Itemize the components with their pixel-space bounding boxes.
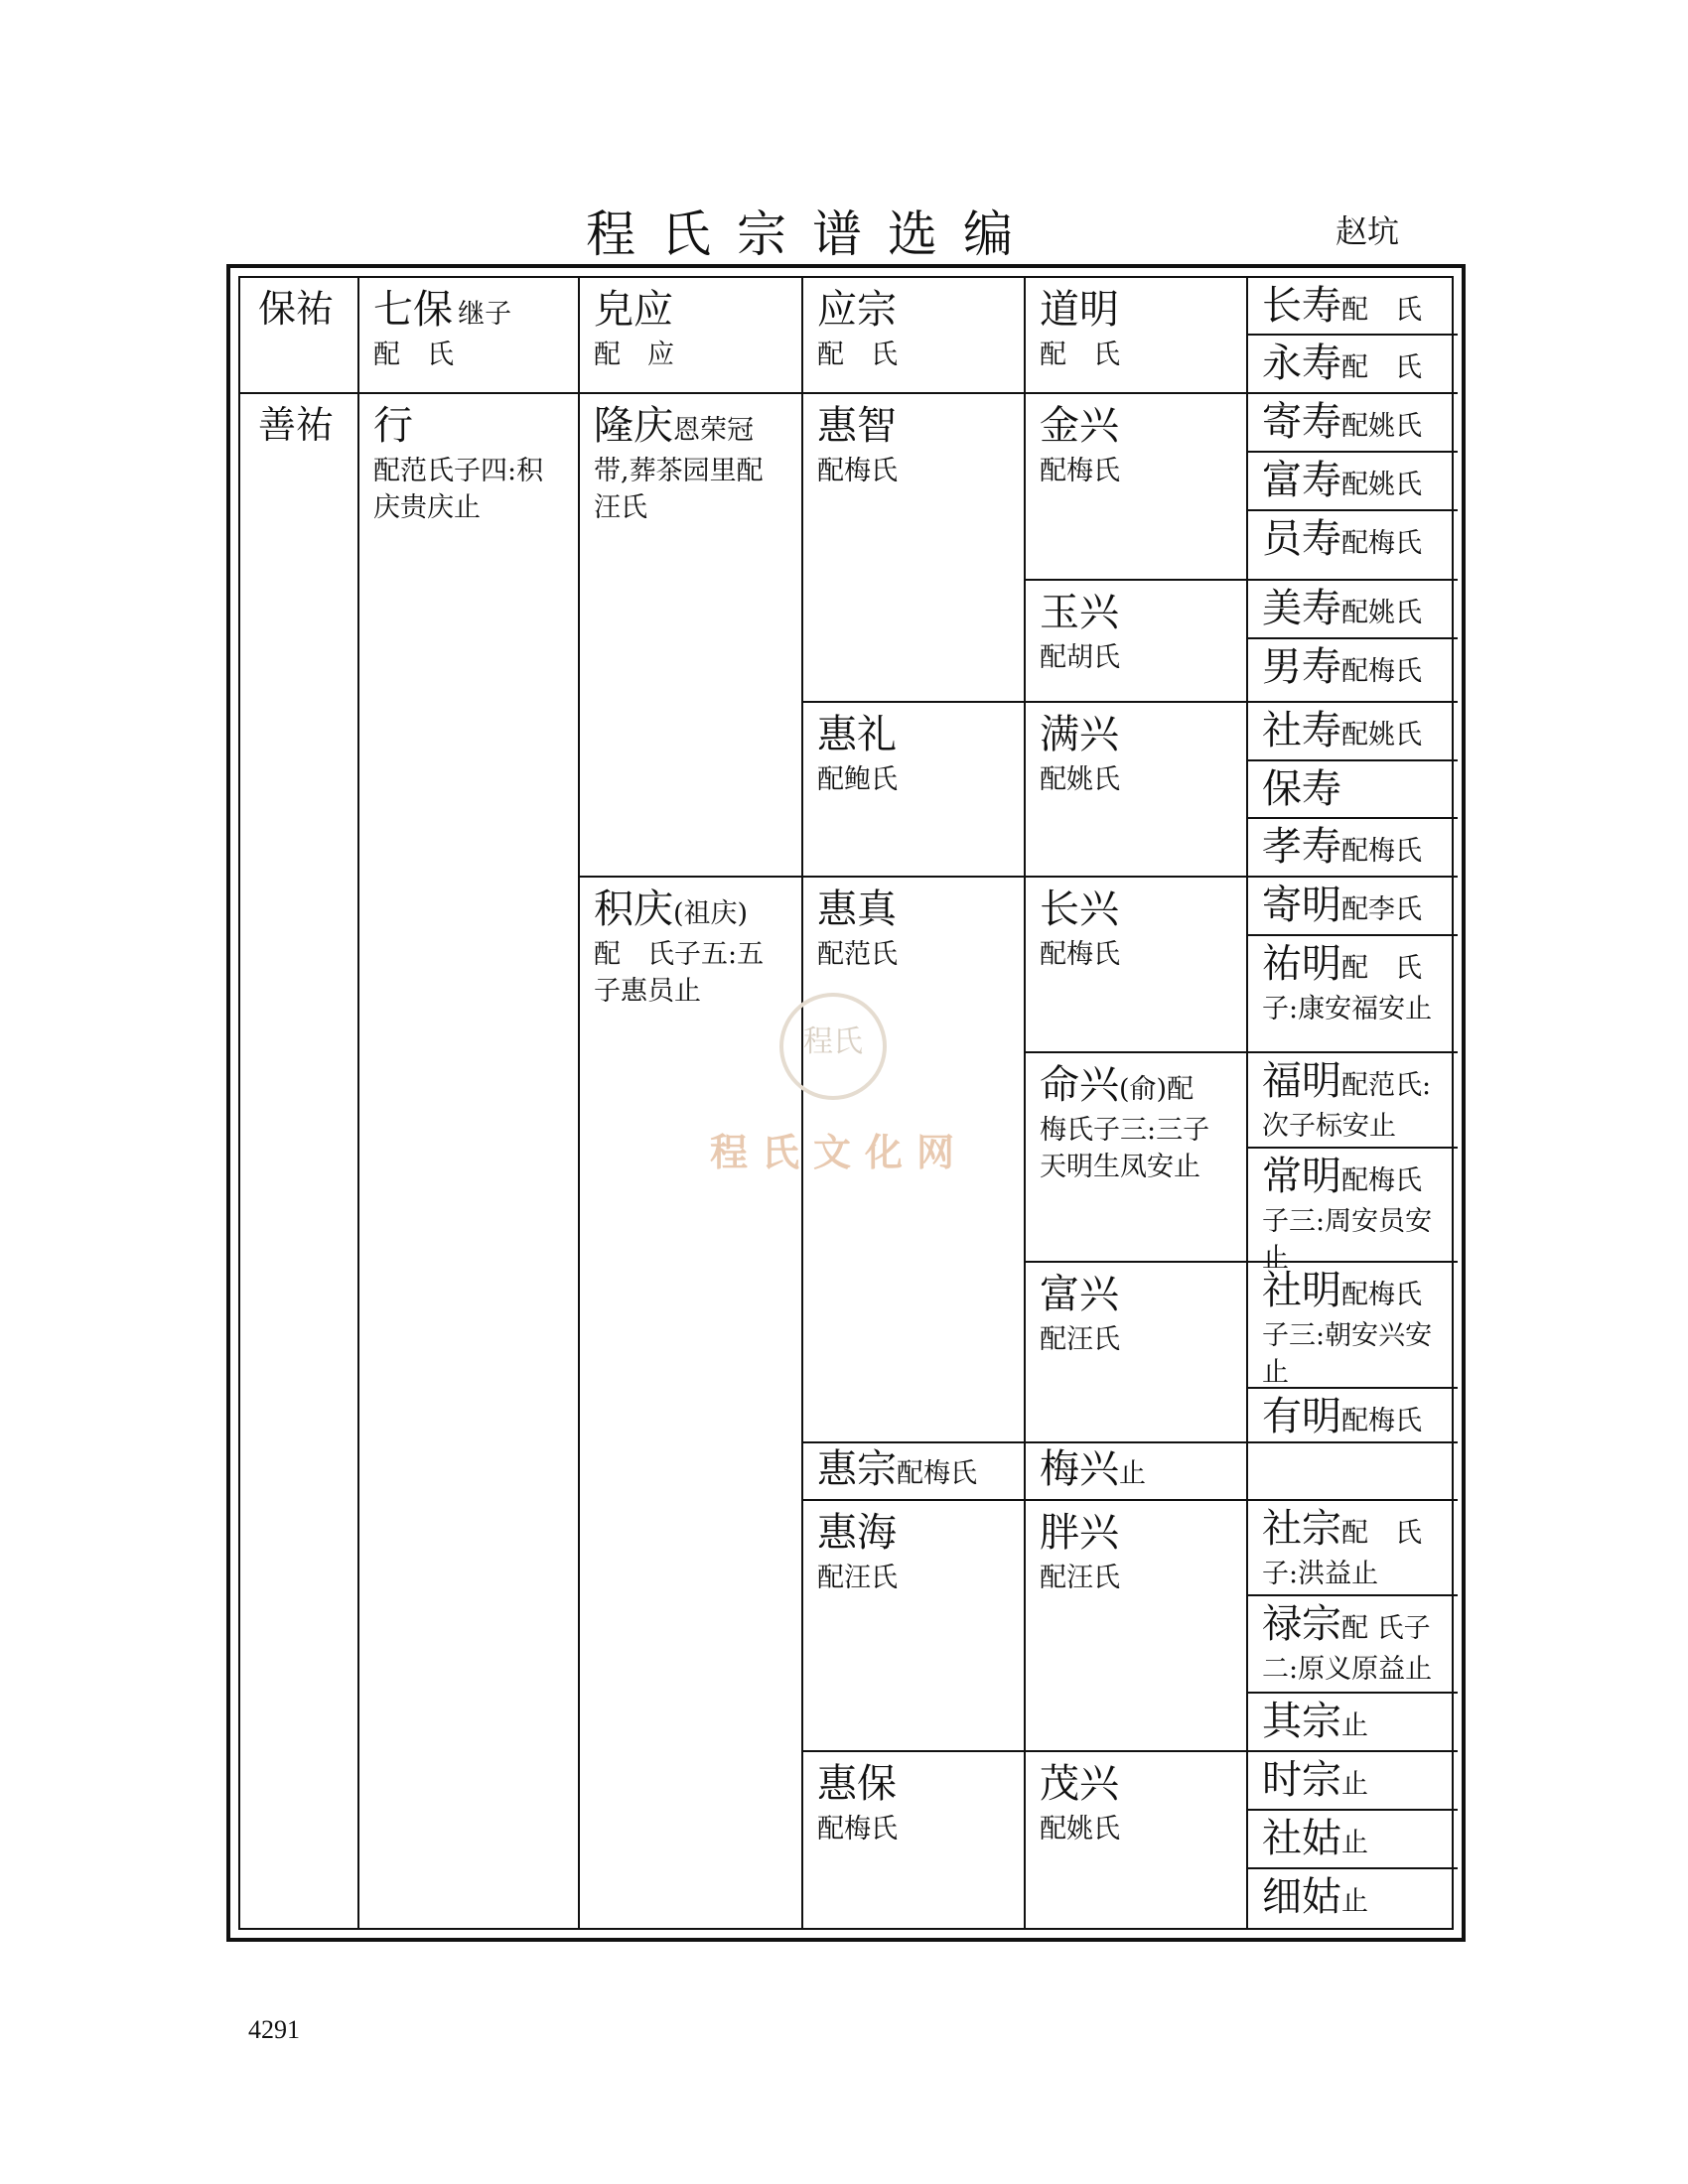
person-name: 惠智 (817, 403, 897, 449)
person-xiaoshou (1248, 819, 1458, 870)
person-name: 茂兴 (1040, 1761, 1119, 1807)
person-suffix: 配梅氏 (1341, 1280, 1422, 1310)
person-suffix: 配 氏 (1341, 953, 1422, 984)
person-jinxing (1026, 394, 1246, 489)
person-name: 社明 (1262, 1268, 1341, 1313)
person-note: 子:洪益止 (1262, 1558, 1379, 1589)
person-name: 常明 (1262, 1154, 1341, 1199)
person-suffix: 止 (1341, 1828, 1368, 1858)
person-changshou (1248, 278, 1458, 329)
person-note: 配汪氏 (817, 1562, 898, 1593)
person-name: 惠礼 (817, 712, 897, 757)
person-note: 配胡氏 (1040, 641, 1120, 673)
person-note: 配汪氏 (1040, 1323, 1120, 1355)
person-suffix: 止 (1341, 1769, 1368, 1800)
person-name: 美寿 (1262, 586, 1341, 631)
person-note: 配 应 (594, 339, 674, 370)
person-name: 富兴 (1040, 1272, 1119, 1317)
person-note: 带,葬茶园里配汪氏 (594, 455, 764, 524)
gen1-shanyou: 善祐 (258, 403, 335, 447)
person-name: 梅兴 (1040, 1446, 1119, 1492)
person-name: 男寿 (1262, 644, 1341, 690)
person-note: 子:康安福安止 (1262, 993, 1433, 1024)
person-suffix: 配梅氏 (1341, 1406, 1422, 1436)
person-name: 寄明 (1262, 883, 1341, 928)
person-xing (359, 394, 578, 526)
person-suffix: 配姚氏 (1341, 720, 1422, 751)
person-name: 福明 (1262, 1058, 1341, 1104)
person-name: 七保 (373, 287, 453, 333)
person-note: 配 氏 (817, 339, 898, 370)
person-fushou (1248, 453, 1458, 503)
person-huihai (803, 1501, 1024, 1596)
person-note: 配范氏 (817, 938, 898, 970)
person-name: 其宗 (1262, 1699, 1341, 1744)
person-yuanshou (1248, 511, 1458, 562)
genealogy-table-inner (238, 276, 1454, 1930)
gen1-baoyou: 保祐 (258, 287, 335, 331)
person-yingzong (803, 278, 1024, 373)
person-changxing (1026, 878, 1246, 973)
person-suffix: 继子 (458, 299, 512, 330)
person-qizong (1248, 1694, 1458, 1744)
person-suffix: 配梅氏 (897, 1458, 977, 1489)
person-fuxing (1026, 1263, 1246, 1358)
person-name: 惠真 (817, 887, 897, 932)
person-huizhi (803, 394, 1024, 489)
place-name: 赵坑 (1336, 212, 1400, 250)
person-suffix: 配梅氏 (1341, 1165, 1422, 1196)
page-title: 程氏宗谱选编 (586, 205, 1039, 263)
person-note: 配姚氏 (1040, 763, 1120, 795)
person-note: 梅氏子三:三子天明生凤安止 (1040, 1114, 1210, 1183)
person-manxing (1026, 703, 1246, 798)
person-changming (1248, 1149, 1458, 1277)
person-name: 有明 (1262, 1394, 1341, 1439)
person-xigu (1248, 1869, 1458, 1920)
person-name: 命兴 (1040, 1062, 1119, 1108)
person-suffix: 配姚氏 (1341, 598, 1422, 628)
person-name: 积庆 (594, 887, 673, 932)
person-huibao (803, 1752, 1024, 1847)
person-mingxing (1026, 1053, 1246, 1185)
person-maoying (580, 278, 801, 373)
person-huili (803, 703, 1024, 798)
person-name: 隆庆 (594, 403, 673, 449)
person-shegu (1248, 1811, 1458, 1861)
person-name: 富寿 (1262, 458, 1341, 503)
person-name: 禄宗 (1262, 1601, 1341, 1647)
person-suffix: 止 (1341, 1710, 1368, 1741)
person-pangxing (1026, 1501, 1246, 1596)
person-name: 惠海 (817, 1510, 897, 1556)
person-shezong (1248, 1501, 1458, 1592)
person-name: 细姑 (1262, 1874, 1341, 1920)
person-daoming (1026, 278, 1246, 373)
person-jiqing (580, 878, 801, 1010)
person-jishou (1248, 394, 1458, 445)
person-huizhen (803, 878, 1024, 973)
person-name: 社寿 (1262, 708, 1341, 753)
person-shizong (1248, 1752, 1458, 1803)
person-note: 配姚氏 (1040, 1813, 1120, 1844)
person-name: 满兴 (1040, 712, 1119, 757)
page-number: 4291 (248, 2015, 300, 2044)
person-suffix: 配姚氏 (1341, 470, 1422, 500)
person-name: 长寿 (1262, 283, 1341, 329)
person-suffix: 配姚氏 (1341, 411, 1422, 442)
person-name: 胖兴 (1040, 1510, 1119, 1556)
person-note: 配 氏 (1040, 339, 1120, 370)
person-name: 寄寿 (1262, 399, 1341, 445)
person-name: 祐明 (1262, 941, 1341, 987)
person-name: 社姑 (1262, 1816, 1341, 1861)
person-name: 惠保 (817, 1761, 897, 1807)
person-name: 长兴 (1040, 887, 1119, 932)
person-name: 道明 (1040, 287, 1119, 333)
person-name: 皃应 (594, 287, 673, 333)
col-divider-3 (801, 278, 803, 1928)
person-name: 保寿 (1262, 766, 1341, 812)
person-fuming (1248, 1053, 1458, 1145)
person-maoxing (1026, 1752, 1246, 1847)
person-suffix: 恩荣冠 (673, 415, 754, 446)
person-qibao (359, 278, 578, 373)
person-jiming (1248, 878, 1458, 928)
person-suffix: 配梅氏 (1341, 656, 1422, 687)
person-name: 行 (373, 403, 413, 449)
person-baoshou (1248, 761, 1458, 812)
person-note: 配梅氏 (1040, 938, 1120, 970)
person-name: 应宗 (817, 287, 897, 333)
person-note: 配 氏 (373, 339, 454, 370)
person-suffix: (俞)配 (1119, 1074, 1195, 1105)
person-note: 配梅氏 (817, 455, 898, 486)
person-note: 配梅氏 (1040, 455, 1120, 486)
person-name: 员寿 (1262, 516, 1341, 562)
person-meishou (1248, 581, 1458, 631)
person-note: 配鲍氏 (817, 763, 898, 795)
person-meixing (1026, 1443, 1246, 1492)
person-note: 子三:朝安兴安止 (1262, 1319, 1433, 1389)
person-name: 永寿 (1262, 341, 1341, 386)
person-suffix: 配 氏 (1341, 1518, 1422, 1549)
person-suffix: 止 (1341, 1886, 1368, 1917)
genealogy-table (226, 264, 1466, 1942)
person-yongshou (1248, 336, 1458, 386)
person-sheming (1248, 1263, 1458, 1391)
person-suffix: (祖庆) (673, 898, 749, 929)
person-suffix: 配 氏 (1341, 352, 1422, 383)
person-suffix: 配 氏子 (1341, 1613, 1431, 1644)
person-note: 子三:周安员安止 (1262, 1205, 1433, 1275)
person-suffix: 配梅氏 (1341, 528, 1422, 559)
person-suffix: 配梅氏 (1341, 836, 1422, 867)
person-note: 配范氏子四:积庆贵庆止 (373, 455, 544, 524)
person-youming2 (1248, 1389, 1458, 1439)
watermark-seal: 程氏 (779, 993, 887, 1100)
person-suffix: 配范氏: (1341, 1070, 1432, 1101)
person-longqing (580, 394, 801, 526)
person-yuxing (1026, 581, 1246, 676)
person-name: 玉兴 (1040, 590, 1119, 635)
person-note: 次子标安止 (1262, 1110, 1396, 1142)
person-sheshou (1248, 703, 1458, 753)
person-youming (1248, 936, 1458, 1027)
person-suffix: 配 氏 (1341, 295, 1422, 326)
person-note: 配 氏子五:五子惠员止 (594, 938, 765, 1008)
person-name: 孝寿 (1262, 824, 1341, 870)
person-name: 社宗 (1262, 1506, 1341, 1552)
person-suffix: 止 (1119, 1458, 1146, 1489)
person-note: 配梅氏 (817, 1813, 898, 1844)
person-note: 二:原义原益止 (1262, 1653, 1433, 1685)
person-note: 配汪氏 (1040, 1562, 1120, 1593)
person-name: 金兴 (1040, 403, 1119, 449)
person-name: 惠宗 (817, 1446, 897, 1492)
person-nanshou (1248, 639, 1458, 690)
watermark-text: 程氏文化网 (710, 1130, 969, 1174)
person-luzong (1248, 1596, 1458, 1688)
person-huizong (803, 1443, 1024, 1492)
person-suffix: 配李氏 (1341, 894, 1422, 925)
person-name: 时宗 (1262, 1757, 1341, 1803)
